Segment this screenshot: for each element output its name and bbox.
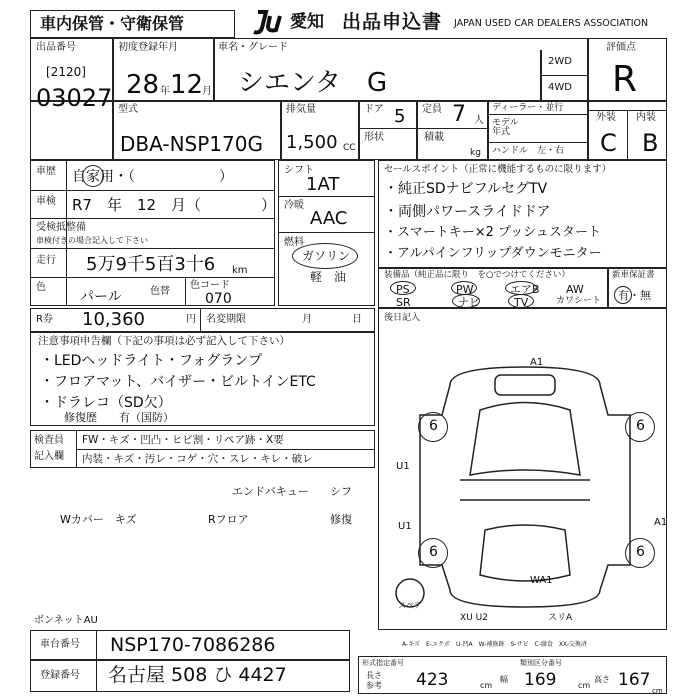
interior-label: 内装 [636, 112, 656, 123]
model-label: 車名・グレード [218, 42, 288, 53]
dims-length-unit: cm [480, 681, 493, 690]
reg-year: 28 [126, 70, 160, 100]
equip-sr: SR [396, 296, 411, 309]
type-value: DBA-NSP170G [120, 132, 263, 156]
dealer-label: ディーラー・並行 [492, 103, 564, 113]
car-rear-window [480, 525, 570, 581]
certificate-label: 受検抵整備 [36, 222, 86, 233]
spare-label: スペア [398, 601, 422, 610]
color-value: パール [80, 289, 122, 305]
note-repair: 修復 [330, 513, 352, 526]
equip-tv: TV [514, 296, 529, 309]
note-3: ・ドラレコ（SD欠） [40, 395, 172, 411]
inspector-row-2: 内装・キズ・汚レ・コゲ・穴・スレ・キレ・破レ [82, 453, 313, 465]
door-value: 5 [394, 106, 406, 127]
name-change-month: 月 [302, 314, 312, 325]
drive-2wd: 2WD [548, 56, 572, 67]
selling-point-1: ・純正SDナビフルセグTV [384, 181, 548, 197]
capacity-value: 7 [452, 102, 466, 127]
grade-label: 評価点 [606, 42, 636, 53]
new-car-value: 有・無 [618, 289, 651, 302]
color-code-value: 070 [205, 291, 232, 307]
lot-small: [2120] [46, 65, 86, 79]
new-car-circle [614, 286, 632, 304]
history-value: 自家用・（ ） [72, 169, 233, 185]
inspection-value: R7 年 12 月（ ） [72, 196, 277, 214]
equip-aw: AW [566, 283, 584, 296]
equip-tv-circle [508, 294, 534, 308]
fuel-label: 燃料 [284, 237, 304, 248]
drive-4wd: 4WD [548, 82, 572, 93]
dims-height-unit: cm [652, 687, 663, 695]
displacement-value: 1,500 [286, 132, 338, 153]
lot-number: 03027 [36, 84, 113, 112]
type-label: 型式 [118, 104, 138, 115]
shape-label: 形状 [364, 132, 384, 143]
car-hood [495, 375, 555, 395]
diagram-legend: A-キズ E-エクボ U-凹A W-補修跡 S-サビ C-腐食 XX-交換済 [402, 641, 587, 648]
reg-label: 初度登録年月 [118, 42, 178, 53]
history-circle [82, 165, 104, 187]
fuel-gas-circle [292, 243, 358, 269]
equip-airbag: エアB [510, 283, 540, 296]
door-label: ドア [364, 104, 384, 115]
shift-value: 1AT [306, 174, 340, 195]
repair-history: 修復歴 有（国防） [64, 411, 174, 424]
note-bonnet: ボンネットAU [34, 615, 98, 626]
fuel-diesel: 軽 油 [310, 270, 347, 284]
equip-pw: PW [456, 283, 474, 296]
diag-u1-left-2: U1 [398, 521, 412, 532]
cc-unit: CC [343, 143, 356, 153]
equip-navi: ナビ [458, 296, 480, 309]
capacity-unit: 人 [474, 115, 484, 126]
car-roof [470, 403, 580, 476]
color-code-label: 色コード [190, 280, 230, 291]
color-label: 色 [36, 282, 46, 293]
shift-label: シフト [284, 165, 314, 176]
inspector-row-1: FW・キズ・凹凸・ヒビ割・リペア跡・X要 [82, 434, 284, 446]
note-2: ・フロアマット、バイザー・ビルトインETC [40, 374, 316, 390]
name-change-day: 日 [352, 314, 362, 325]
new-car-label: 新車保証書 [612, 270, 655, 280]
capacity-label: 定員 [422, 104, 442, 115]
dims-length: 423 [416, 670, 449, 690]
mileage-value: 5万9千5百3十6 [86, 254, 216, 275]
price-unit: 円 [186, 314, 196, 325]
ac-label: 冷暖 [284, 200, 304, 211]
certificate-sub: 車検付きの場合記入して下さい [36, 236, 148, 245]
diag-xu-u2: XU U2 [460, 613, 488, 623]
tire-fl-value: 6 [429, 418, 438, 434]
registration-label: 登録番号 [40, 670, 80, 681]
dims-width: 169 [524, 670, 557, 690]
inspector-label-2: 記入欄 [34, 451, 64, 462]
exterior-label: 外装 [596, 112, 616, 123]
equip-airbag-circle [505, 281, 537, 295]
tire-fr-value: 6 [636, 418, 645, 434]
car-diagram [390, 355, 660, 620]
selling-point-4: ・アルパインフリップダウンモニター [384, 246, 602, 261]
dims-width-label: 幅 [500, 675, 508, 684]
dims-sub: 類別区分番号 [520, 659, 562, 667]
displacement-label: 排気量 [286, 104, 316, 115]
history-label: 車歴 [36, 166, 56, 177]
dims-height: 167 [618, 670, 651, 690]
grade-value: R [612, 59, 638, 100]
mileage-label: 走行 [36, 255, 56, 266]
selling-points-label: セールスポイント（正常に機能するものに限ります） [384, 164, 612, 175]
interior-value: B [642, 129, 659, 157]
diag-a1-right: A1 [654, 517, 668, 528]
price-value: 10,360 [82, 309, 145, 330]
chassis-label: 車台番号 [40, 639, 80, 650]
form-title: 出品申込書 [342, 11, 443, 33]
note-engine: エンドバキュー [232, 485, 309, 498]
lot-label: 出品番号 [36, 42, 76, 53]
storage-label: 車内保管・守衛保管 [40, 14, 185, 33]
handle-label: ハンドル 左・右 [492, 146, 565, 156]
model-value: シエンタ G [238, 68, 388, 98]
fuel-gas: ガソリン [302, 249, 351, 263]
price-label: R券 [36, 314, 53, 325]
note-shift: シフ [330, 485, 352, 498]
equip-pw-circle [451, 281, 477, 295]
inspection-label: 車検 [36, 196, 56, 207]
load-label: 積載 [424, 132, 444, 143]
tire-rl-value: 6 [429, 544, 438, 560]
diag-u1-left: U1 [396, 461, 410, 472]
logo-text: 愛知 [290, 12, 324, 32]
kg-unit: kg [470, 148, 481, 158]
note-wcover: Wカバー キズ [60, 513, 137, 526]
note-1: ・LEDヘッドライト・フォグランプ [40, 353, 263, 369]
equip-ps-circle [390, 281, 416, 295]
model-year-label: モデル 年式 [492, 118, 519, 137]
equip-ps: PS [396, 283, 410, 296]
dims-length-label: 長さ [366, 671, 382, 680]
selling-point-3: ・スマートキー×2 プッシュスタート [384, 225, 601, 240]
diag-x-a: スリA [548, 613, 573, 623]
dims-ref-label: 参考 [366, 681, 382, 690]
dims-label: 形式指定番号 [362, 659, 404, 667]
ju-logo [252, 10, 288, 36]
equip-seat: カワシート [556, 296, 602, 306]
reg-month: 12 [170, 70, 204, 100]
mileage-unit: km [232, 265, 248, 276]
notes-label: 注意事項申告欄（下記の事項は必ず記入して下さい） [38, 335, 290, 347]
equipment-label: 装備品（純正品に限り を○でつけてください） [384, 270, 570, 280]
registration-value: 名古屋 508 ひ 4427 [108, 664, 287, 686]
note-rfloor: Rフロア [208, 513, 249, 526]
year-unit: 年 [160, 86, 170, 97]
color-swap-label: 色替 [150, 286, 170, 297]
rear-window-label: 後日記入 [384, 313, 421, 323]
tire-rr-value: 6 [636, 544, 645, 560]
association-name: JAPAN USED CAR DEALERS ASSOCIATION [454, 18, 649, 29]
dims-width-unit: cm [578, 681, 591, 690]
diag-wa1: WA1 [530, 575, 553, 586]
ju-logo-icon [252, 10, 288, 36]
equip-navi-circle [452, 294, 480, 308]
chassis-value: NSP170-7086286 [110, 634, 276, 656]
name-change-label: 名変期限 [206, 314, 246, 325]
inspector-label-1: 検査員 [34, 435, 64, 446]
month-unit: 月 [202, 86, 212, 97]
ac-value: AAC [310, 208, 348, 229]
selling-point-2: ・両側パワースライドドア [384, 204, 551, 220]
dims-height-label: 高さ [594, 675, 610, 684]
exterior-value: C [600, 129, 617, 157]
diag-a1-top: A1 [530, 357, 544, 368]
